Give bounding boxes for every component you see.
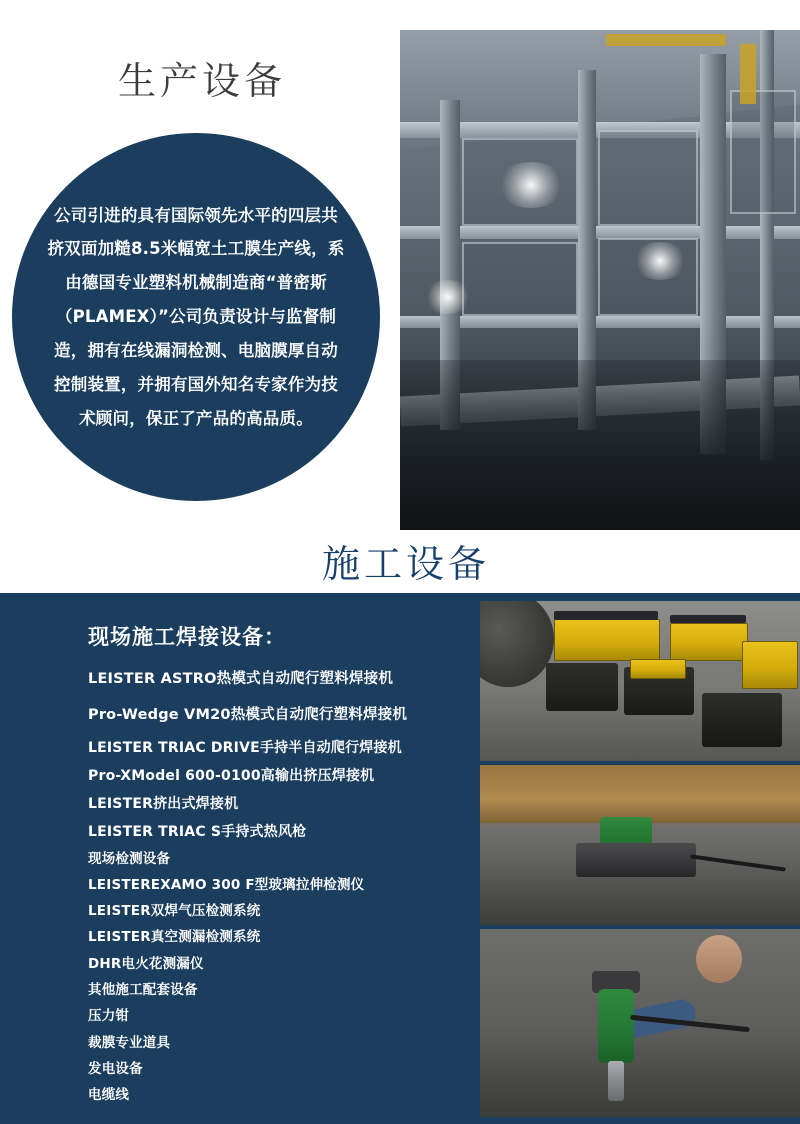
tensile-tester-photo [480, 765, 800, 925]
construction-equipment-section [0, 593, 800, 1124]
photo-platform [730, 90, 796, 214]
list-item: 现场检测设备 [88, 850, 171, 867]
photo-light [632, 242, 688, 280]
photo-welder-unit [630, 659, 686, 679]
list-item: 电缆线 [88, 1087, 130, 1104]
list-item: LEISTER TRIAC DRIVE手持半自动爬行焊接机 [88, 739, 402, 756]
photo-platform [462, 242, 578, 316]
list-item: 其他施工配套设备 [88, 982, 198, 999]
list-item: LEISTER双焊气压检测系统 [88, 903, 261, 920]
welding-machines-photo [480, 601, 800, 761]
list-item: 裁膜专业道具 [88, 1034, 171, 1051]
list-item: DHR电火花测漏仪 [88, 955, 204, 972]
photo-yellow-rail [740, 44, 756, 104]
photo-tester-base [576, 843, 696, 877]
photo-extrusion-welder [598, 989, 634, 1063]
photo-light [496, 162, 566, 208]
photo-welder-unit [670, 623, 748, 661]
photo-worker-head [696, 935, 742, 983]
list-item: Pro-Wedge VM20热模式自动爬行塑料焊接机 [88, 707, 408, 724]
production-text-panel [0, 0, 400, 530]
page-title-construction: 施工设备 [322, 542, 491, 586]
photo-beam [400, 316, 800, 328]
photo-case [702, 693, 782, 747]
photo-handle [554, 611, 658, 620]
photo-welder-unit [554, 619, 660, 661]
list-item: 发电设备 [88, 1061, 143, 1077]
equipment-list-heading: 现场施工焊接设备： [88, 625, 286, 649]
list-item: LEISTER TRIAC S手持式热风枪 [88, 823, 307, 840]
worker-welding-photo [480, 929, 800, 1117]
photo-light [424, 280, 472, 314]
photo-case [546, 663, 618, 711]
photo-welder-nozzle [608, 1061, 624, 1101]
list-item: LEISTER真空测漏检测系统 [88, 929, 261, 946]
photo-floor [400, 360, 800, 530]
photo-platform [598, 130, 698, 226]
equipment-list [88, 661, 463, 1109]
photo-welder-unit [742, 641, 798, 689]
production-description-text: 公司引进的具有国际领先水平的四层共挤双面加糙8.5米幅宽土工膜生产线，系由德国专业塑料机械制造商“普密斯（PLAMEX）”公司负责设计与监督制造，拥有在线漏洞检测、电脑膜厚自动控制装置，并拥有国外知名专家作为技术顾问，保正了产品的高品质。 [47, 205, 345, 428]
production-line-photo [400, 30, 800, 530]
list-item: 压力钳 [88, 1008, 130, 1025]
list-item: LEISTER ASTRO热模式自动爬行塑料焊接机 [88, 671, 394, 687]
production-description-circle [12, 133, 380, 501]
photo-sand [480, 765, 800, 823]
list-item: LEISTEREXAMO 300 F型玻璃拉伸检测仪 [88, 876, 365, 893]
photo-handle [670, 615, 746, 623]
list-item: Pro-XModel 600-0100高输出挤压焊接机 [88, 767, 375, 784]
page-title-production: 生产设备 [118, 59, 287, 103]
list-item: LEISTER挤出式焊接机 [88, 795, 239, 812]
photo-yellow-rail [606, 34, 726, 46]
construction-photo-column [480, 593, 800, 1124]
